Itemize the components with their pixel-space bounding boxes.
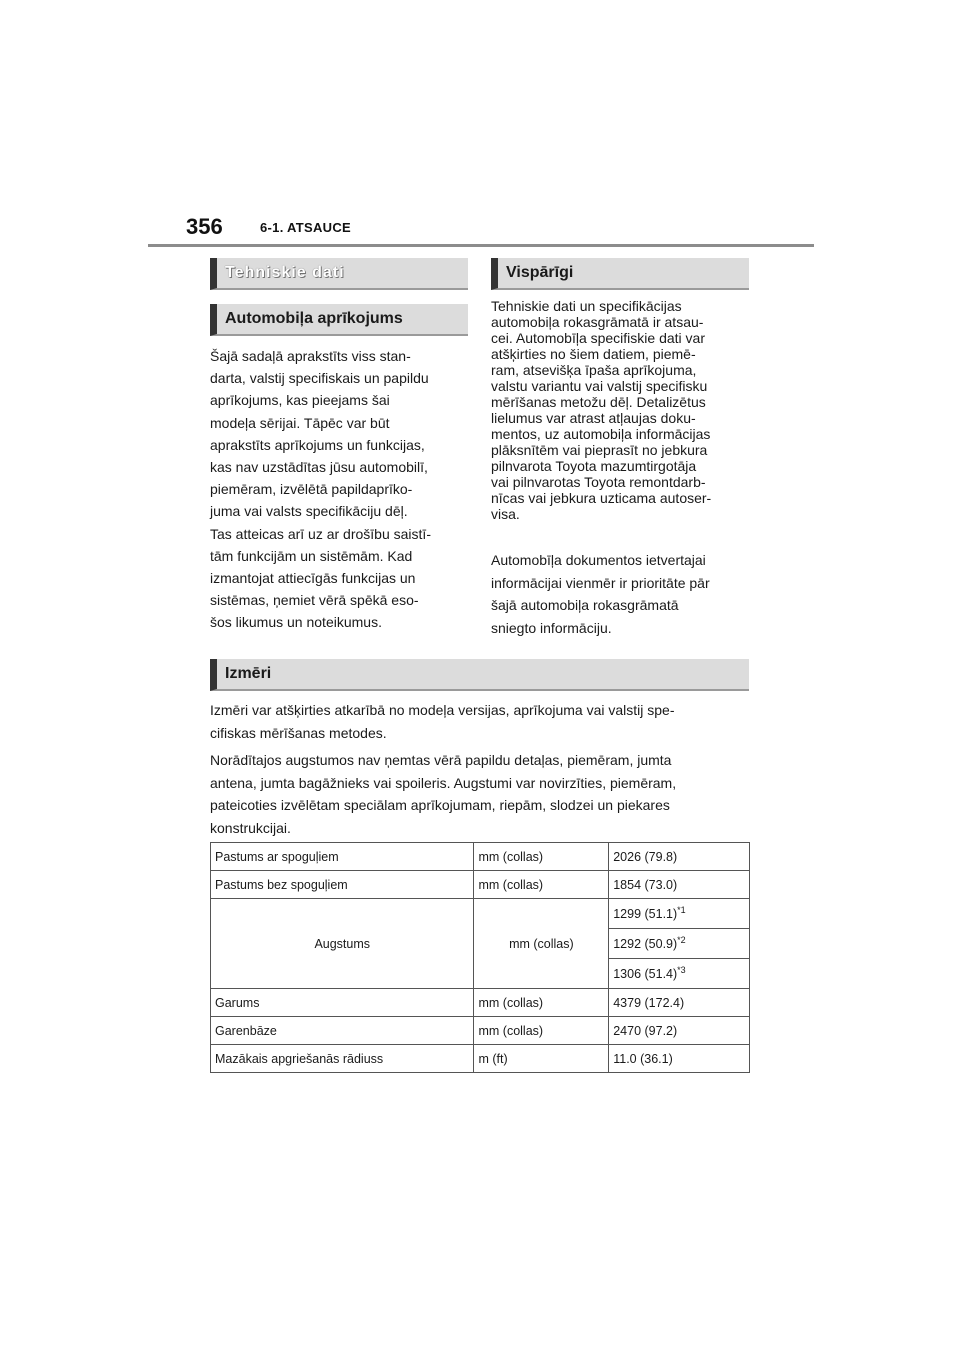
general-paragraph-1: Tehniskie dati un specifikācijas automobiļa rokasgrāmatā ir atsau- cei. Automobīļa specifiskie dati var atšķirties no šiem datiem, piemē- ram, atsevišķa īpaša aprīkojuma, valstu variantu vai valstij specifisku mērīšanas metožu dēļ. Detalizētus lielumus var atrast atļaujas doku- mentos, uz automobiļa informācijas plāksnītēm vai pieprasīt no jebkura pilnvarota Toyota mazumtirgotāja vai pilnvarotas Toyota remontdarb- nīcas vai jebkura uzticama autoser- visa. — [491, 298, 712, 522]
table-cell-unit: mm (collas) — [474, 989, 609, 1017]
footnote-marker: *2 — [677, 935, 686, 946]
table-cell-unit: mm (collas) — [474, 871, 609, 899]
table-cell-value: 2470 (97.2) — [609, 1017, 750, 1045]
dimensions-paragraph-1: Izmēri var atšķirties atkarībā no modeļa versijas, aprīkojuma vai valstij spe- cifiskas mērīšanas metodes. — [210, 702, 675, 741]
table-cell-value: 1854 (73.0) — [609, 871, 750, 899]
table-cell-label: Pastums ar spoguļiem — [211, 843, 474, 871]
table-cell-value — [609, 929, 750, 959]
table-cell-label: Augstums — [211, 899, 474, 989]
chapter-title: 6-1. ATSAUCE — [260, 220, 352, 235]
equipment-paragraph: Šajā sadaļā aprakstīts viss stan- darta, valstij specifiskais un papildu aprīkojums, kas pieejams šai modeļa sērijai. Tāpēc var būt aprakstīts aprīkojums un funkcijas, kas nav uzstādītas jūsu automobilī, piemēram, izvēlētā papildaprīko- juma vai valsts specifikāciju dēļ. Tas atteicas arī uz ar drošību saistī- tām funkcijām un sistēmām. Kad izmantojat attiecīgās funkcijas un sistēmas, ņemiet vērā spēkā eso- šos likumus un noteikumus. — [210, 348, 431, 631]
dimensions-paragraph-2: Norādītajos augstumos nav ņemtas vērā papildu detaļas, piemēram, jumta antena, jumta bagāžnieks vai spoileris. Augstumi var novirzīties, piemēram, pateicoties izvēlētam speciālam aprīkojumam, riepām, slodzei un piekares konstrukcijai. — [210, 752, 677, 836]
table-row — [211, 1045, 750, 1073]
footnote-marker: *3 — [677, 965, 686, 976]
dimensions-table — [210, 842, 750, 1073]
table-cell-label: Pastums bez spoguļiem — [211, 871, 474, 899]
table-cell-unit: mm (collas) — [474, 843, 609, 871]
height-value-2: 1292 (50.9) — [613, 937, 678, 952]
footnote-marker: *1 — [677, 905, 686, 916]
subheading-equipment: Automobiļa aprīkojums — [210, 304, 468, 336]
table-cell-value: 11.0 (36.1) — [609, 1045, 750, 1073]
subheading-dimensions: Izmēri — [210, 659, 749, 691]
table-cell-value — [609, 899, 750, 929]
table-cell-value — [609, 959, 750, 989]
general-paragraph-2: Automobīļa dokumentos ietvertajai informācijai vienmēr ir prioritāte pār šajā automobiļa rokasgrāmatā sniegto informāciju. — [491, 552, 710, 636]
table-cell-label: Garums — [211, 989, 474, 1017]
height-value-1: 1299 (51.1) — [613, 907, 678, 922]
page-number: 356 — [186, 214, 223, 239]
table-cell-unit: mm (collas) — [474, 1017, 609, 1045]
table-cell-label: Garenbāze — [211, 1017, 474, 1045]
table-row — [211, 1017, 750, 1045]
table-row — [211, 871, 750, 899]
height-value-3: 1306 (51.4) — [613, 967, 678, 982]
table-cell-unit: m (ft) — [474, 1045, 609, 1073]
table-cell-value: 2026 (79.8) — [609, 843, 750, 871]
subheading-general: Vispārīgi — [491, 258, 749, 290]
table-cell-unit: mm (collas) — [474, 899, 609, 989]
table-row — [211, 843, 750, 871]
table-cell-label: Mazākais apgriešanās rādiuss — [211, 1045, 474, 1073]
section-heading: Tehniskie dati — [210, 258, 468, 290]
table-row — [211, 899, 750, 929]
table-cell-value: 4379 (172.4) — [609, 989, 750, 1017]
table-row — [211, 989, 750, 1017]
header-rule — [148, 244, 814, 247]
